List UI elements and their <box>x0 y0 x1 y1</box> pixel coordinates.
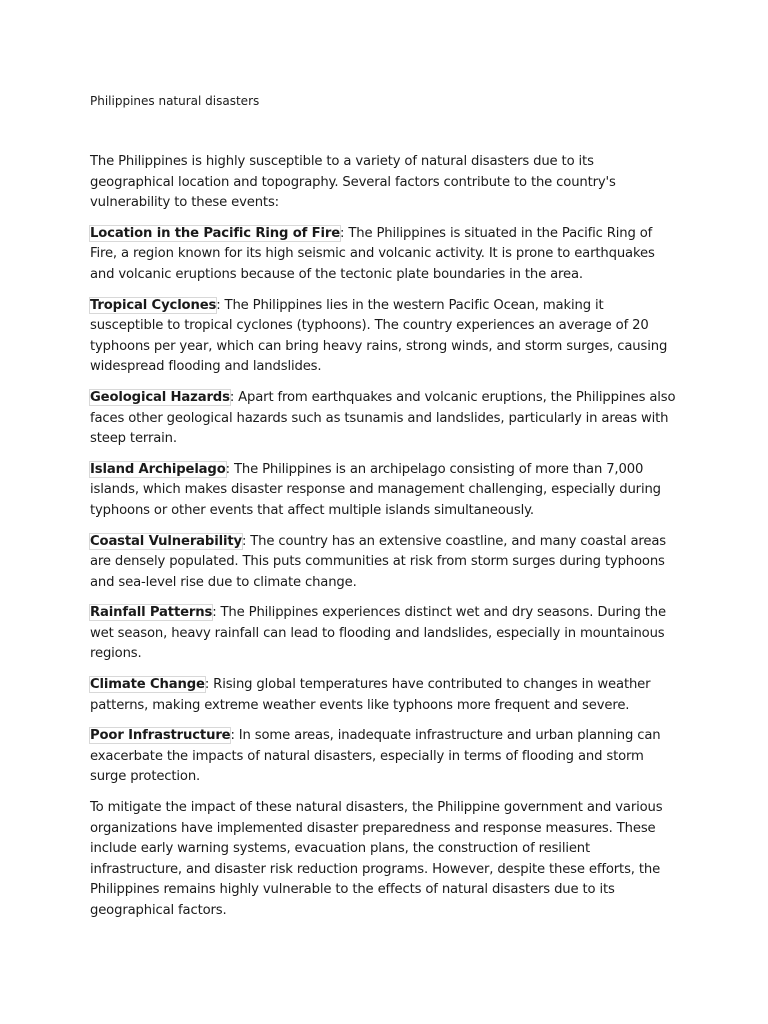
factor-text-island-archipelago: : The Philippines is an archipelago consisting of more than 7,000 islands, which makes disaster response and management challenging, especially during typhoons or other events that affect multiple islands simultaneously. <box>90 461 661 518</box>
factor-text-coastal-vulnerability: : The country has an extensive coastline, and many coastal areas are densely populated. This puts communities at risk from storm surges during typhoons and sea-level rise due to climate change. <box>90 533 666 590</box>
factor-paragraph-tropical-cyclones <box>90 296 680 378</box>
factor-paragraph-ring-of-fire <box>90 224 680 286</box>
factor-term-coastal-vulnerability: Coastal Vulnerability <box>90 533 242 549</box>
intro-paragraph: The Philippines is highly susceptible to a variety of natural disasters due to its geographical location and topography. Several factors contribute to the country's vulnerability to these events: <box>90 154 616 211</box>
factor-term-tropical-cyclones: Tropical Cyclones <box>90 297 217 313</box>
factor-term-climate-change: Climate Change <box>90 677 205 693</box>
conclusion-paragraph: To mitigate the impact of these natural disasters, the Philippine government and various organizations have implemented disaster preparedness and response measures. These include early warning systems, evacuation plans, the construction of resilient infrastructure, and disaster risk reduction programs. However, despite these efforts, the Philippines remains highly vulnerable to the effects of natural disasters due to its geographical factors. <box>90 800 663 918</box>
factor-text-geological-hazards: : Apart from earthquakes and volcanic eruptions, the Philippines also faces other geological hazards such as tsunamis and landslides, particularly in areas with steep terrain. <box>90 389 676 447</box>
factor-paragraph-climate-change <box>90 675 680 716</box>
factor-text-poor-infrastructure: : In some areas, inadequate infrastructure and urban planning can exacerbate the impacts of natural disasters, especially in terms of flooding and storm surge protection. <box>90 728 661 785</box>
factor-term-rainfall-patterns: Rainfall Patterns <box>90 605 213 621</box>
factor-text-rainfall-patterns: : The Philippines experiences distinct wet and dry seasons. During the wet season, heavy rainfall can lead to flooding and landslides, especially in mountainous regions. <box>90 605 666 662</box>
factor-text-climate-change: : Rising global temperatures have contributed to changes in weather patterns, making extreme weather events like typhoons more frequent and severe. <box>90 677 651 713</box>
factor-text-tropical-cyclones: : The Philippines lies in the western Pacific Ocean, making it susceptible to tropical cyclones (typhoons). The country experiences an average of 20 typhoons per year, which can bring heavy rains, strong winds, and storm surges, causing widespread flooding and landslides. <box>90 297 668 375</box>
factor-term-ring-of-fire: Location in the Pacific Ring of Fire <box>90 225 341 241</box>
factor-paragraph-poor-infrastructure <box>90 726 680 788</box>
factor-paragraph-geological-hazards <box>90 388 680 450</box>
factor-term-island-archipelago: Island Archipelago <box>90 461 226 477</box>
document-page <box>90 92 680 932</box>
factor-paragraph-rainfall-patterns <box>90 603 680 665</box>
factor-text-ring-of-fire: : The Philippines is situated in the Pacific Ring of Fire, a region known for its high seismic and volcanic activity. It is prone to earthquakes and volcanic eruptions because of the tectonic plate boundaries in the area. <box>90 225 655 282</box>
factor-term-geological-hazards: Geological Hazards <box>90 389 230 405</box>
factor-paragraph-coastal-vulnerability <box>90 532 680 594</box>
factor-paragraph-island-archipelago <box>90 460 680 522</box>
factor-term-poor-infrastructure: Poor Infrastructure <box>90 728 231 744</box>
document-title: Philippines natural disasters <box>90 94 260 108</box>
